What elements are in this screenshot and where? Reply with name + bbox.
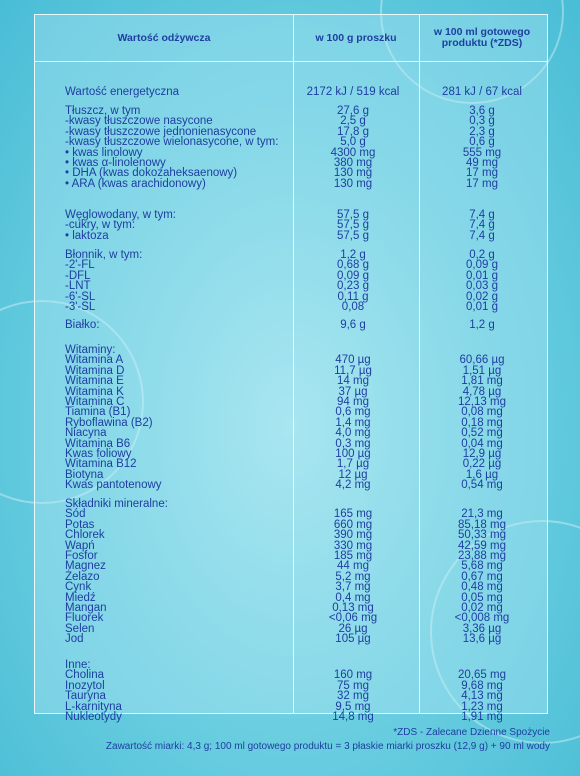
nutrient-name: Witamina K <box>65 385 124 398</box>
table-row <box>35 428 547 438</box>
nutrition-table <box>34 14 548 723</box>
nutrient-name: Nukleotydy <box>65 710 122 723</box>
value-per-100g: 44 mg <box>337 560 369 573</box>
nutrient-name: Witamina B6 <box>65 437 131 450</box>
nutrient-name: Potas <box>65 518 95 531</box>
nutrient-name: Cholina <box>65 669 104 682</box>
value-per-100g: 37 µg <box>338 385 368 398</box>
table-row <box>35 87 547 97</box>
nutrient-name: Białko: <box>65 319 100 331</box>
value-per-100g: 32 mg <box>337 690 369 703</box>
value-per-100g: <0,06 mg <box>328 612 378 625</box>
table-group <box>35 499 547 644</box>
value-per-100g: 4,0 mg <box>335 427 371 440</box>
value-per-100ml: 4,13 mg <box>461 690 503 703</box>
nutrient-name: Sód <box>65 508 86 521</box>
value-per-100ml: 0,01 g <box>466 269 498 282</box>
nutrient-name: Kwas foliowy <box>65 447 132 460</box>
table-row <box>35 137 547 147</box>
table-group <box>35 87 547 97</box>
table-row <box>35 480 547 490</box>
value-per-100ml: 0,67 mg <box>461 570 503 583</box>
nutrient-name: • ARA (kwas arachidonowy) <box>65 177 206 190</box>
nutrient-name: L-karnityna <box>65 700 122 713</box>
value-per-100g: 660 mg <box>333 518 373 531</box>
nutrient-name: • kwas α-linolenowy <box>65 156 166 169</box>
value-per-100g: 4,2 mg <box>335 479 371 492</box>
nutrient-name: Witamina A <box>65 354 124 367</box>
value-per-100ml: 0,18 mg <box>461 416 503 429</box>
value-per-100g: 470 µg <box>335 354 371 367</box>
nutrient-name: Fluorek <box>65 612 104 625</box>
footnote-scoop: Zawartość miarki: 4,3 g; 100 ml gotowego produktu = 3 płaskie miarki proszku (12,9 g) + 90 ml wody <box>105 741 550 752</box>
value-per-100g: 5,2 mg <box>335 570 371 583</box>
value-per-100g: 0,6 mg <box>335 406 371 419</box>
nutrient-name: Witaminy: <box>65 344 116 356</box>
value-per-100g: 9,5 mg <box>335 700 371 713</box>
value-per-100ml: 0,48 mg <box>461 581 503 594</box>
value-per-100ml: 5,68 mg <box>461 560 503 573</box>
value-per-100g: 3,7 mg <box>335 581 371 594</box>
value-per-100g: 130 mg <box>333 177 373 190</box>
table-row <box>35 179 547 189</box>
table-row <box>35 691 547 701</box>
value-per-100ml: 12,13 mg <box>458 395 506 408</box>
value-per-100ml: 49 mg <box>466 156 498 169</box>
value-per-100g: 0,09 g <box>337 269 369 282</box>
nutrient-name: Żelazo <box>65 570 100 583</box>
nutrient-name: -2'-FL <box>65 259 95 272</box>
value-per-100ml: 281 kJ / 67 kcal <box>442 86 522 98</box>
value-per-100ml: 0,2 g <box>469 249 495 261</box>
value-per-100ml: 7,4 g <box>469 219 495 232</box>
value-per-100ml: 0,05 mg <box>461 591 503 604</box>
value-per-100g: 57,5 g <box>337 229 369 242</box>
nutrient-name: -LNT <box>65 280 91 293</box>
value-per-100g: 26 µg <box>338 622 368 635</box>
nutrient-name: Tauryna <box>65 690 106 703</box>
value-per-100ml: 555 mg <box>462 146 502 159</box>
table-group <box>35 660 547 722</box>
nutrient-name: Selen <box>65 622 95 635</box>
table-row <box>35 281 547 291</box>
table-row <box>35 530 547 540</box>
value-per-100g: 17,8 g <box>337 125 369 138</box>
nutrient-name: -3'-SL <box>65 300 96 313</box>
table-group <box>35 250 547 312</box>
value-per-100ml: 1,23 mg <box>461 700 503 713</box>
footnote-zds: *ZDS - Zalecane Dzienne Spożycie <box>393 727 550 738</box>
value-per-100ml: 20,65 mg <box>458 669 506 682</box>
value-per-100g: 130 mg <box>333 167 373 180</box>
nutrient-name: Magnez <box>65 560 106 573</box>
value-per-100ml: 42,59 mg <box>458 539 506 552</box>
nutrient-name: Inozytol <box>65 679 105 692</box>
value-per-100g: 390 mg <box>333 529 373 542</box>
value-per-100ml: 0,22 µg <box>462 458 502 471</box>
nutrient-name: Tiamina (B1) <box>65 406 131 419</box>
value-per-100g: 100 µg <box>335 447 371 460</box>
table-group <box>35 210 547 241</box>
nutrient-name: • DHA (kwas dokozaheksaenowy) <box>65 167 238 180</box>
value-per-100g: 160 mg <box>333 669 373 682</box>
value-per-100g: 0,3 mg <box>335 437 371 450</box>
value-per-100ml: 0,54 mg <box>461 479 503 492</box>
value-per-100ml: 23,88 mg <box>458 549 506 562</box>
nutrient-name: -cukry, w tym: <box>65 219 136 232</box>
nutrient-name: Składniki mineralne: <box>65 498 168 510</box>
value-per-100ml: <0,008 mg <box>454 612 510 625</box>
value-per-100g: 0,23 g <box>337 280 369 293</box>
value-per-100g: 75 mg <box>337 679 369 692</box>
nutrient-name: -kwasy tłuszczowe wielonasycone, w tym: <box>65 136 279 149</box>
value-per-100ml: 13,6 µg <box>462 633 502 646</box>
nutrient-name: -kwasy tłuszczowe nasycone <box>65 115 213 128</box>
value-per-100ml: 17 mg <box>466 167 498 180</box>
nutrient-name: • kwas linolowy <box>65 146 143 159</box>
value-per-100ml: 0,01 g <box>466 300 498 313</box>
value-per-100ml: 0,04 mg <box>461 437 503 450</box>
nutrient-name: • laktoza <box>65 229 109 242</box>
value-per-100g: 11,7 µg <box>334 364 372 377</box>
value-per-100ml: 50,33 mg <box>458 529 506 542</box>
value-per-100g: 5,0 g <box>340 136 366 149</box>
nutrient-name: Inne: <box>65 659 91 671</box>
value-per-100ml: 9,68 mg <box>461 679 503 692</box>
value-per-100ml: 21,3 mg <box>461 508 503 521</box>
value-per-100ml: 2,3 g <box>469 125 495 138</box>
nutrient-name: Jod <box>65 633 84 646</box>
nutrient-name: Niacyna <box>65 427 107 440</box>
value-per-100ml: 0,3 g <box>469 115 495 128</box>
value-per-100ml: 3,36 µg <box>462 622 502 635</box>
value-per-100g: 14,8 mg <box>332 710 374 723</box>
value-per-100ml: 1,6 µg <box>465 468 499 481</box>
value-per-100ml: 17 mg <box>466 177 498 190</box>
nutrient-name: Wapń <box>65 539 95 552</box>
header-per-100ml: w 100 ml gotowego produktu (*ZDS) <box>433 26 531 49</box>
value-per-100ml: 7,4 g <box>469 229 495 242</box>
value-per-100g: 57,5 g <box>337 209 369 221</box>
nutrient-name: -6'-SL <box>65 290 96 303</box>
value-per-100g: 12 µg <box>338 468 368 481</box>
value-per-100g: 105 µg <box>335 633 371 646</box>
value-per-100g: 1,2 g <box>340 249 366 261</box>
value-per-100g: 2172 kJ / 519 kcal <box>306 86 400 98</box>
table-row <box>35 376 547 386</box>
nutrient-name: Cynk <box>65 581 92 594</box>
nutrient-name: Mangan <box>65 601 107 614</box>
table-row <box>35 231 547 241</box>
value-per-100g: 27,6 g <box>337 105 369 117</box>
table-group <box>35 106 547 189</box>
value-per-100g: 4300 mg <box>330 146 376 159</box>
value-per-100ml: 85,18 mg <box>458 518 506 531</box>
value-per-100g: 14 mg <box>337 375 369 388</box>
value-per-100g: 2,5 g <box>340 115 366 128</box>
value-per-100ml: 1,2 g <box>469 319 495 331</box>
value-per-100g: 0,11 g <box>337 290 369 303</box>
value-per-100ml: 1,91 mg <box>461 710 503 723</box>
value-per-100ml: 12,9 µg <box>462 447 502 460</box>
value-per-100g: 57,5 g <box>337 219 369 232</box>
nutrient-name: Witamina B12 <box>65 458 137 471</box>
value-per-100g: 380 mg <box>333 156 373 169</box>
nutrient-name: Ryboflawina (B2) <box>65 416 153 429</box>
nutrient-name: Witamina D <box>65 364 125 377</box>
nutrient-name: Witamina E <box>65 375 124 388</box>
nutrient-name: Biotyna <box>65 468 104 481</box>
value-per-100ml: 0,02 g <box>466 290 498 303</box>
value-per-100g: 0,4 mg <box>335 591 371 604</box>
value-per-100ml: 0,09 g <box>466 259 498 272</box>
value-per-100ml: 0,6 g <box>469 136 495 149</box>
nutrient-name: Tłuszcz, w tym <box>65 105 141 117</box>
value-per-100g: 1,4 mg <box>335 416 371 429</box>
value-per-100g: 0,68 g <box>337 259 369 272</box>
table-row <box>35 582 547 592</box>
nutrient-name: Wartość energetyczna <box>65 86 179 98</box>
value-per-100g: 0,08 <box>341 300 365 313</box>
value-per-100ml: 1,51 µg <box>462 364 502 377</box>
header-nutrient: Wartość odżywcza <box>117 31 211 44</box>
nutrient-name: Chlorek <box>65 529 105 542</box>
value-per-100g: 1,7 µg <box>336 458 370 471</box>
value-per-100ml: 1,81 mg <box>461 375 503 388</box>
value-per-100ml: 60,66 µg <box>459 354 505 367</box>
table-row <box>35 712 547 722</box>
table-group <box>35 320 547 330</box>
value-per-100ml: 0,08 mg <box>461 406 503 419</box>
value-per-100ml: 0,03 g <box>466 280 498 293</box>
value-per-100ml: 0,02 mg <box>461 601 503 614</box>
nutrient-name: Błonnik, w tym: <box>65 249 143 261</box>
value-per-100g: 330 mg <box>333 539 373 552</box>
value-per-100g: 165 mg <box>333 508 373 521</box>
nutrient-name: Fosfor <box>65 549 98 562</box>
table-row <box>35 320 547 330</box>
header-per-100g: w 100 g proszku <box>315 31 397 44</box>
nutrient-name: Witamina C <box>65 395 125 408</box>
nutrient-name: -DFL <box>65 269 91 282</box>
value-per-100ml: 4,78 µg <box>462 385 502 398</box>
value-per-100ml: 3,6 g <box>469 105 495 117</box>
value-per-100ml: 0,52 mg <box>461 427 503 440</box>
table-row <box>35 302 547 312</box>
nutrient-name: -kwasy tłuszczowe jednonienasycone <box>65 125 257 138</box>
value-per-100g: 0,13 mg <box>332 601 374 614</box>
table-group <box>35 345 547 490</box>
value-per-100g: 9,6 g <box>340 319 366 331</box>
value-per-100ml: 7,4 g <box>469 209 495 221</box>
nutrient-name: Miedź <box>65 591 96 604</box>
value-per-100g: 94 mg <box>337 395 369 408</box>
table-header <box>35 15 547 62</box>
value-per-100g: 185 mg <box>333 549 373 562</box>
table-row <box>35 634 547 644</box>
nutrient-name: Kwas pantotenowy <box>65 479 162 492</box>
nutrient-name: Węglowodany, w tym: <box>65 209 176 221</box>
